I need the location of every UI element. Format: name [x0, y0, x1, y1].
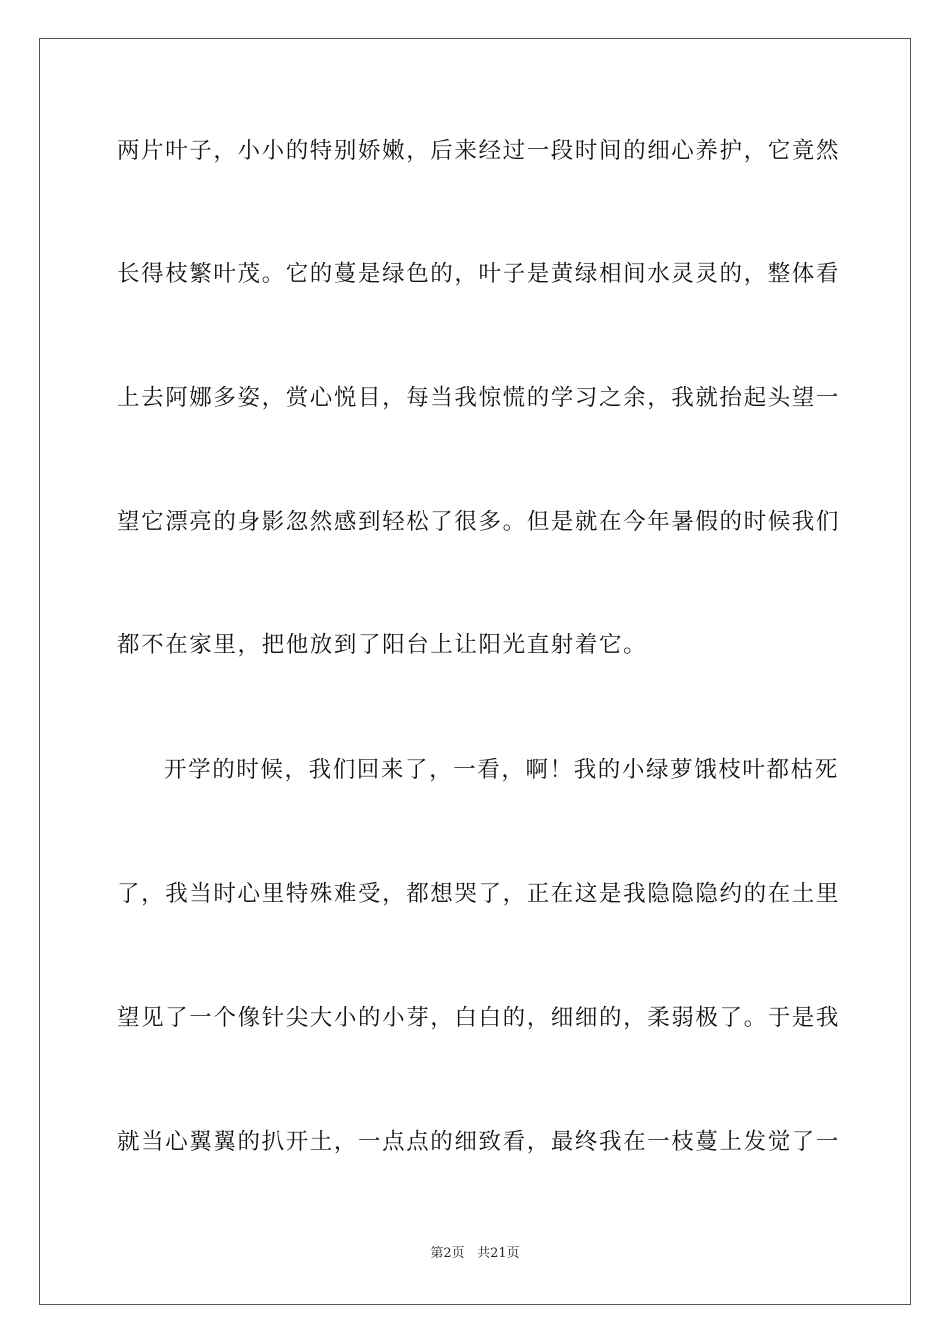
body-line-6-paragraph-start: 开学的时候，我们回来了，一看，啊！我的小绿萝饿枝叶都枯死: [164, 757, 839, 783]
body-line-9: 就当心翼翼的扒开土，一点点的细致看，最终我在一枝蔓上发觉了一: [117, 1129, 841, 1155]
page-number: 第2页: [430, 1246, 465, 1261]
page-total: 共21页: [477, 1246, 520, 1261]
page-border: [39, 38, 911, 1305]
body-line-5: 都不在家里，把他放到了阳台上让阳光直射着它。: [117, 632, 648, 658]
body-line-1: 两片叶子，小小的特别娇嫩，后来经过一段时间的细心养护，它竟然: [117, 138, 841, 164]
page-footer: [0, 1245, 950, 1263]
body-line-2: 长得枝繁叶茂。它的蔓是绿色的，叶子是黄绿相间水灵灵的，整体看: [117, 261, 841, 287]
body-line-8: 望见了一个像针尖大小的小芽，白白的，细细的，柔弱极了。于是我: [117, 1005, 841, 1031]
body-line-4: 望它漂亮的身影忽然感到轻松了很多。但是就在今年暑假的时候我们: [117, 509, 841, 535]
body-line-7: 了，我当时心里特殊难受，都想哭了，正在这是我隐隐隐约的在土里: [117, 881, 841, 907]
body-line-3: 上去阿娜多姿，赏心悦目，每当我惊慌的学习之余，我就抬起头望一: [117, 385, 841, 411]
